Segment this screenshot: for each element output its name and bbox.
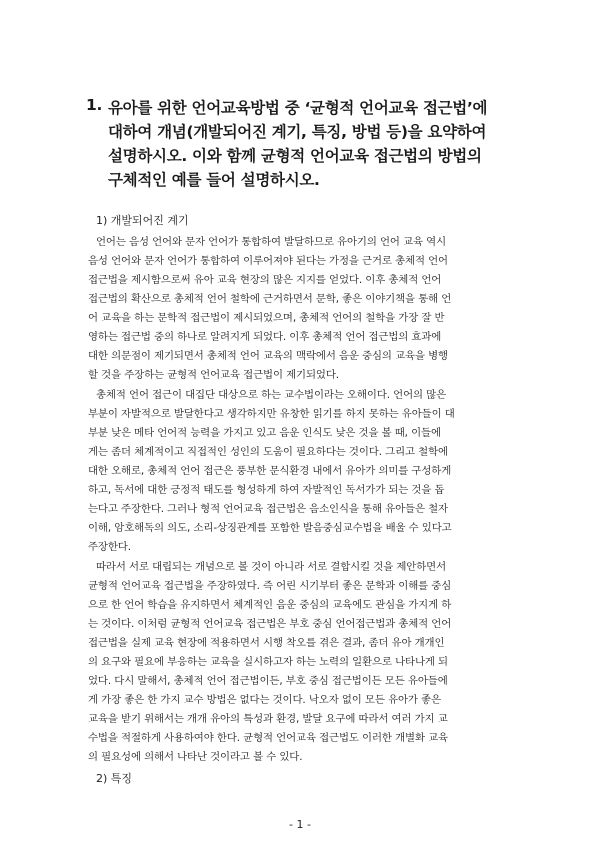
body-line: 균형적 언어교육 접근법을 주장하였다. 즉 어린 시기부터 좋은 문학과 이해를 중심 [88, 580, 452, 592]
body-line: 할 것을 주장하는 균형적 언어교육 접근법이 제기되었다. [88, 369, 339, 381]
body-line: 어 교육을 하는 문학적 접근법이 제시되었으며, 총체적 언어의 철학을 가장 잘 반 [88, 312, 445, 324]
body-line: 접근법을 실제 교육 현장에 적용하면서 시행 착오를 겪은 결과, 좀더 유아 개개인 [88, 637, 445, 649]
body-line: 대한 오해로, 총체적 언어 접근은 풍부한 문식환경 내에서 유아가 의미를 구성하게 [88, 465, 452, 477]
body-line: 총체적 언어 접근이 대집단 대상으로 하는 교수법이라는 오해이다. 언어의 많은 [96, 389, 447, 401]
body-line: 게 가장 좋은 한 가지 교수 방법은 없다는 것이다. 낙오자 없이 모든 유아가 좋은 [88, 694, 441, 706]
body-line: 으로 한 언어 학습을 유지하면서 체계적인 음운 중심의 교육에도 관심을 가지게 하 [88, 599, 452, 611]
body-line: 는 것이다. 이처럼 균형적 언어교육 접근법은 부호 중심 언어접근법과 총체적 언어 [88, 618, 452, 630]
body-line: 따라서 서로 대립되는 개념으로 볼 것이 아니라 서로 결합시킬 것을 제안하면서 [96, 561, 447, 573]
body-line: 는다고 주장한다. 그러나 형적 언어교육 접근법은 음소인식을 통해 유아들은 철자 [88, 503, 448, 515]
page-number: - 1 - [289, 818, 311, 831]
question-line: 대하여 개념(개발되어진 계기, 특징, 방법 등)을 요약하여 [108, 123, 487, 141]
body-line: 언어는 음성 언어와 문자 언어가 통합하여 발달하므로 유아기의 언어 교육 역시 [96, 236, 447, 248]
body-line: 부분 낮은 메타 언어적 능력을 가지고 있고 음운 인식도 낮은 것을 볼 때, 이들에 [88, 427, 441, 439]
question-line: 유아를 위한 언어교육방법 중 ‘균형적 언어교육 접근법’에 [108, 99, 488, 117]
body-line: 주장한다. [88, 541, 131, 553]
body-line: 었다. 다시 말해서, 총체적 언어 접근법이든, 부호 중심 접근법이든 모든 유아들에 [88, 675, 448, 687]
question-number: 1. [86, 96, 103, 114]
question-line: 설명하시오. 이와 함께 균형적 언어교육 접근법의 방법의 [108, 147, 482, 165]
body-line: 게는 좀더 체계적이고 직접적인 성인의 도움이 필요하다는 것이다. 그리고 철학에 [88, 446, 448, 458]
body-line: 교육을 받기 위해서는 개개 유아의 특성과 환경, 발달 요구에 따라서 여러 가지 교 [88, 713, 448, 725]
body-line: 접근법의 확산으로 총체적 언어 철학에 근거하면서 문학, 좋은 이야기책을 통해 언 [88, 293, 452, 305]
section-heading-2: 2) 특징 [96, 772, 133, 785]
body-line: 의 필요성에 의해서 나타난 것이라고 볼 수 있다. [88, 751, 303, 763]
body-line: 부분이 자발적으로 발달한다고 생각하지만 유창한 읽기를 하지 못하는 유아들이 대 [88, 408, 455, 420]
body-line: 영하는 접근법 중의 하나로 알려지게 되었다. 이후 총체적 언어 접근법의 효과에 [88, 331, 442, 343]
section-heading-1: 1) 개발되어진 계기 [96, 214, 189, 227]
question-line: 구체적인 예를 들어 설명하시오. [108, 171, 320, 189]
body-line: 음성 언어와 문자 언어가 통합하여 이루어져야 된다는 가정을 근거로 총체적 언어 [88, 255, 448, 267]
body-line: 수법을 적절하게 사용하여야 한다. 균형적 언어교육 접근법도 이러한 개별화 교육 [88, 732, 448, 744]
body-line: 의 요구와 필요에 부응하는 교육을 실시하고자 하는 노력의 일환으로 나타나게 되 [88, 656, 448, 668]
body-line: 접근법을 제시함으로써 유아 교육 현장의 많은 지지를 얻었다. 이후 총체적 언어 [88, 274, 442, 286]
body-line: 이해, 암호해독의 의도, 소리-상징관계를 포함한 발음중심교수법을 배울 수 있다고 [88, 522, 452, 534]
body-line: 하고, 독서에 대한 긍정적 태도를 형성하게 하여 자발적인 독서가가 되는 것을 돕 [88, 484, 445, 496]
body-line: 대한 의문점이 제기되면서 총체적 언어 교육의 맥락에서 음운 중심의 교육을 병행 [88, 350, 448, 362]
